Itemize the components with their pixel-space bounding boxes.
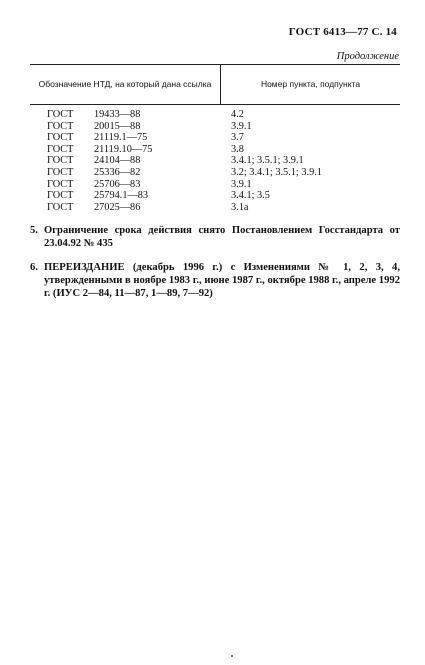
- table-row: [30, 132, 400, 144]
- gost-prefix: ГОСТ: [47, 178, 74, 190]
- gost-prefix: ГОСТ: [47, 120, 74, 132]
- standard-number: 24104—88: [94, 155, 141, 167]
- gost-prefix: ГОСТ: [47, 109, 74, 120]
- table-header: [30, 64, 400, 104]
- item-number: 6.: [30, 262, 38, 273]
- gost-prefix: ГОСТ: [47, 190, 74, 202]
- table-row: [30, 167, 400, 179]
- gost-prefix: ГОСТ: [47, 155, 74, 167]
- standard-number: 25794.1—83: [94, 190, 149, 202]
- continued-label: Продолжение: [336, 51, 399, 62]
- gost-prefix: ГОСТ: [47, 143, 74, 155]
- clause-reference: 3.8: [231, 143, 244, 155]
- clause-reference: 3.2; 3.4.1; 3.5.1; 3.9.1: [231, 166, 322, 178]
- clause-reference: 3.9.1: [231, 178, 252, 190]
- page-header: ГОСТ 6413—77 С. 14: [288, 26, 397, 38]
- standard-number: 19433—88: [94, 109, 141, 120]
- standard-number: 27025—86: [94, 201, 141, 213]
- table-body: [30, 109, 400, 213]
- table-header-rule: [30, 104, 400, 105]
- standard-number: 21119.1—75: [94, 132, 148, 144]
- table-row: [30, 190, 400, 202]
- item-5: [30, 224, 400, 250]
- table-row: [30, 179, 400, 191]
- col1-header: Обозначение НТД, на который дана ссылка: [38, 78, 212, 89]
- standard-number: 20015—88: [94, 120, 141, 132]
- scan-speck: [231, 655, 233, 657]
- gost-prefix: ГОСТ: [47, 166, 74, 178]
- standard-number: 21119.10—75: [94, 143, 153, 155]
- item-6: [30, 261, 400, 300]
- gost-prefix: ГОСТ: [47, 132, 74, 144]
- clause-reference: 3.1а: [231, 201, 249, 213]
- clause-reference: 3.9.1: [231, 120, 252, 132]
- table-row: [30, 202, 400, 214]
- gost-prefix: ГОСТ: [47, 201, 74, 213]
- table-row: [30, 155, 400, 167]
- col2-header: Номер пункта, подпункта: [260, 78, 361, 89]
- clause-reference: 3.4.1; 3.5.1; 3.9.1: [231, 155, 304, 167]
- table-row: [30, 144, 400, 156]
- clause-reference: 3.4.1; 3.5: [231, 190, 270, 202]
- item-text: ПЕРЕИЗДАНИЕ (декабрь 1996 г.) с Изменениями № 1, 2, 3, 4, утвержденными в ноябре 1983 г., июне 1987 г., октябре 1988 г., апреле 1992 г. (ИУС 2—84, 11—87, 1—89, 7—92): [44, 262, 400, 299]
- clause-reference: 3.7: [231, 132, 244, 144]
- item-number: 5.: [30, 225, 38, 236]
- item-text: Ограничение срока действия снято Постановлением Госстандарта от 23.04.92 № 435: [44, 225, 400, 249]
- table-row: [30, 109, 400, 121]
- standard-number: 25336—82: [94, 166, 141, 178]
- clause-reference: 4.2: [231, 109, 244, 120]
- standard-number: 25706—83: [94, 178, 141, 190]
- reference-table: [30, 64, 400, 213]
- table-row: [30, 121, 400, 133]
